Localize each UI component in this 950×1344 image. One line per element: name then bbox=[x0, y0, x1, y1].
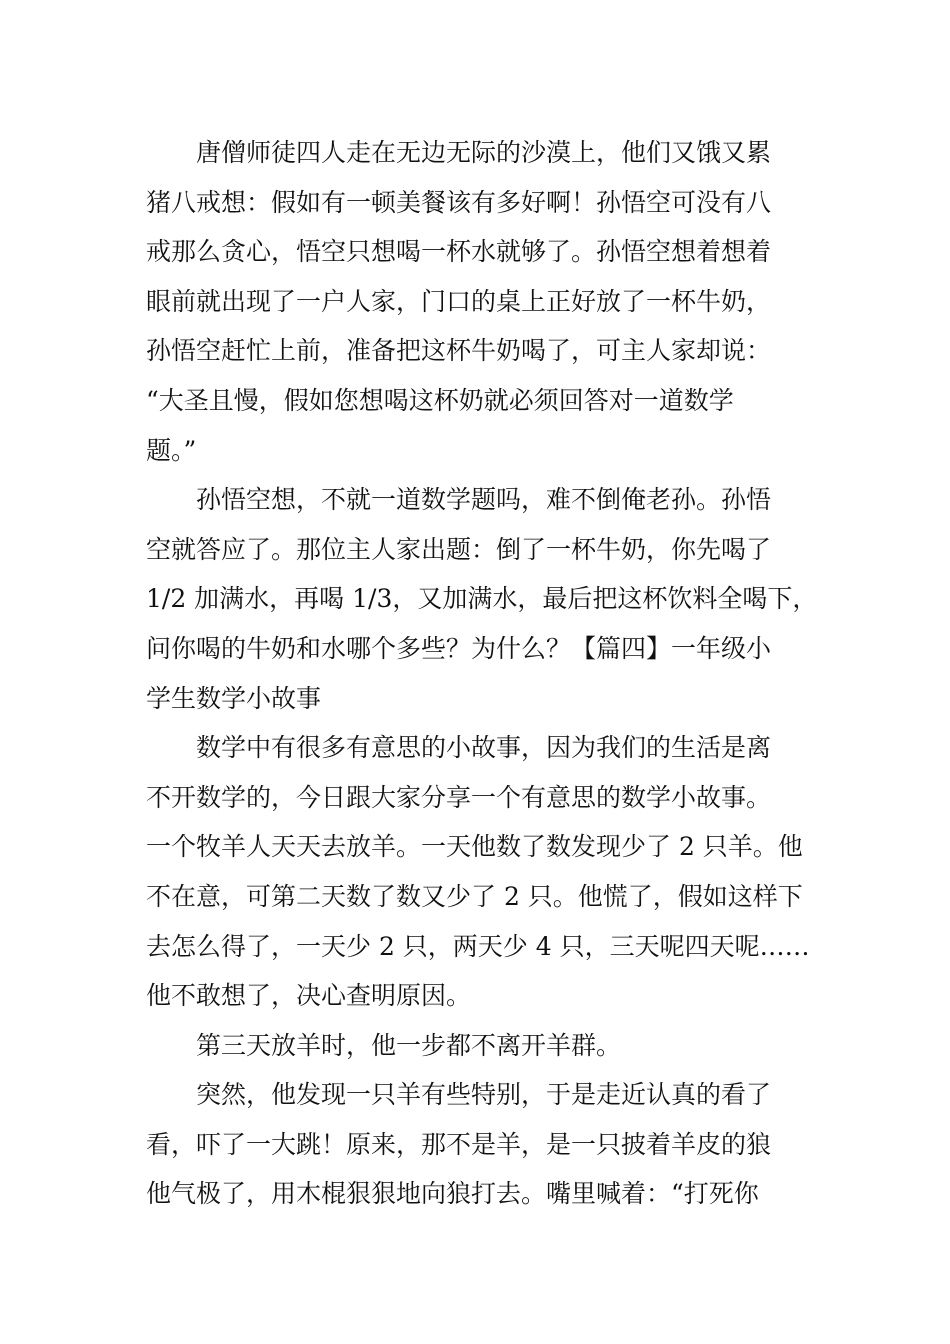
text-line: 眼前就出现了一户人家，门口的桌上正好放了一杯牛奶， bbox=[146, 286, 772, 316]
text-line: 看，吓了一大跳！原来，那不是羊，是一只披着羊皮的狼 bbox=[146, 1129, 772, 1159]
text-line: “大圣且慢，假如您想喝这杯奶就必须回答对一道数学 bbox=[146, 385, 734, 415]
text-line: 去怎么得了，一天少 2 只，两天少 4 只，三天呢四天呢…… bbox=[146, 931, 810, 961]
text-line: 孙悟空想，不就一道数学题吗，难不倒俺老孙。孙悟 bbox=[196, 485, 772, 515]
document-body bbox=[146, 128, 826, 1219]
text-line: 问你喝的牛奶和水哪个多些？为什么？【篇四】一年级小 bbox=[146, 633, 772, 663]
text-line: 一个牧羊人天天去放羊。一天他数了数发现少了 2 只羊。他 bbox=[146, 832, 803, 862]
text-line: 他气极了，用木棍狠狠地向狼打去。嘴里喊着：“打死你 bbox=[146, 1179, 759, 1209]
text-line: 孙悟空赶忙上前，准备把这杯牛奶喝了，可主人家却说： bbox=[146, 336, 772, 366]
text-line: 空就答应了。那位主人家出题：倒了一杯牛奶，你先喝了 bbox=[146, 534, 772, 564]
text-line: 不在意，可第二天数了数又少了 2 只。他慌了，假如这样下 bbox=[146, 881, 803, 911]
text-line: 学生数学小故事 bbox=[146, 683, 322, 713]
text-line: 1/2 加满水，再喝 1/3，又加满水，最后把这杯饮料全喝下， bbox=[146, 584, 818, 614]
text-line: 突然，他发现一只羊有些特别，于是走近认真的看了 bbox=[196, 1080, 772, 1110]
text-line: 他不敢想了，决心查明原因。 bbox=[146, 981, 472, 1011]
text-line: 题。” bbox=[146, 435, 197, 465]
text-line: 不开数学的，今日跟大家分享一个有意思的数学小故事。 bbox=[146, 782, 772, 812]
text-line: 第三天放羊时，他一步都不离开羊群。 bbox=[196, 1030, 622, 1060]
text-line: 唐僧师徒四人走在无边无际的沙漠上，他们又饿又累 bbox=[196, 138, 772, 167]
text-line: 猪八戒想：假如有一顿美餐该有多好啊！孙悟空可没有八 bbox=[146, 187, 772, 217]
text-line: 数学中有很多有意思的小故事，因为我们的生活是离 bbox=[196, 733, 772, 763]
text-line: 戒那么贪心，悟空只想喝一杯水就够了。孙悟空想着想着 bbox=[146, 237, 772, 267]
